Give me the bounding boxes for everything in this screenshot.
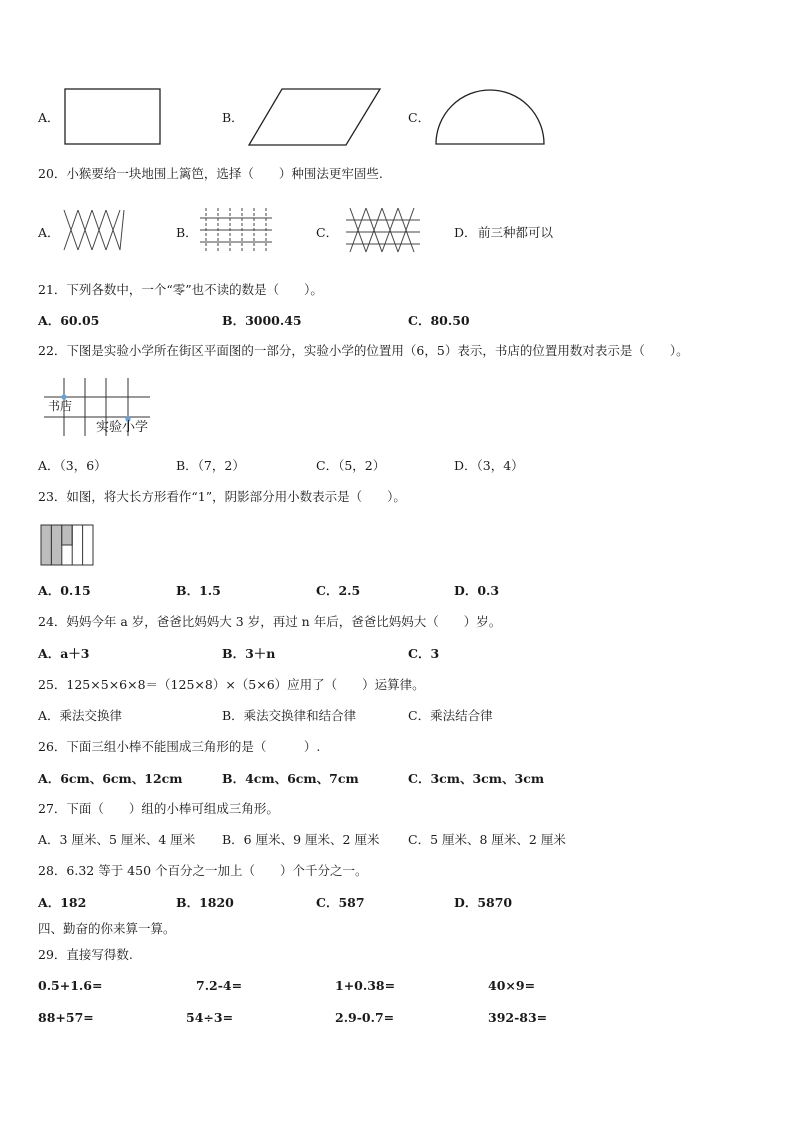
q29-row1-item3: 1+0.38=: [335, 978, 396, 993]
q29-row1-item2: 7.2-4=: [196, 978, 243, 993]
q25-option-c: C．乘法结合律: [408, 708, 493, 723]
q28-stem: 28．6.32 等于 450 个百分之一加上（ ）个千分之一。: [38, 863, 368, 878]
q28-option-b: B．1820: [176, 895, 234, 910]
q26-option-c: C．3cm、3cm、3cm: [408, 771, 545, 786]
q26-option-a: A．6cm、6cm、12cm: [38, 771, 183, 786]
q20-mixed-lattice-fence-figure: [346, 208, 420, 254]
q24-option-b: B．3＋n: [222, 646, 276, 661]
q29-row2-item1: 88+57=: [38, 1010, 94, 1025]
q19-option-a-label: A．: [38, 110, 60, 125]
q20-square-grid-fence-figure: [200, 208, 272, 254]
q23-option-d: D．0.3: [454, 583, 500, 598]
q19-option-b-label: B．: [222, 110, 244, 125]
q20-option-b-label: B．: [176, 225, 198, 240]
q19-rectangle-figure: [64, 88, 162, 146]
q26-stem: 26．下面三组小棒不能围成三角形的是（ ）.: [38, 739, 321, 754]
q23-option-c: C．2.5: [316, 583, 361, 598]
q27-option-b: B．6 厘米、9 厘米、2 厘米: [222, 832, 380, 847]
q22-option-d: D．（3，4）: [454, 458, 524, 473]
q29-stem: 29．直接写得数.: [38, 947, 133, 962]
q24-option-c: C．3: [408, 646, 440, 661]
q20-option-a-label: A．: [38, 225, 60, 240]
q23-stem: 23．如图，将大长方形看作“1”，阴影部分用小数表示是（ ）。: [38, 489, 406, 504]
q27-option-c: C．5 厘米、8 厘米、2 厘米: [408, 832, 566, 847]
section-4-heading: 四、勤奋的你来算一算。: [38, 921, 176, 936]
q29-row2-item3: 2.9-0.7=: [335, 1010, 395, 1025]
q27-stem: 27．下面（ ）组的小棒可组成三角形。: [38, 801, 279, 816]
q21-stem: 21．下列各数中，一个“零”也不读的数是（ ）。: [38, 282, 323, 297]
q28-option-a: A．182: [38, 895, 87, 910]
q20-option-d-label: D．: [454, 225, 477, 240]
q19-parallelogram-figure: [248, 88, 382, 148]
q29-row1-item1: 0.5+1.6=: [38, 978, 103, 993]
q29-row2-item4: 392-83=: [488, 1010, 548, 1025]
q21-option-c: C．80.50: [408, 313, 470, 328]
q25-option-a: A．乘法交换律: [38, 708, 123, 723]
q27-option-a: A．3 厘米、5 厘米、4 厘米: [38, 832, 196, 847]
q22-option-c: C．（5，2）: [316, 458, 386, 473]
q28-option-d: D．5870: [454, 895, 513, 910]
q26-option-b: B．4cm、6cm、7cm: [222, 771, 359, 786]
q19-semicircle-figure: [434, 88, 546, 146]
q20-stem: 20．小猴要给一块地围上篱笆，选择（ ）种围法更牢固些.: [38, 166, 383, 181]
q22-option-a: A．（3，6）: [38, 458, 107, 473]
q21-option-a: A．60.05: [38, 313, 100, 328]
q23-shaded-rectangle-figure: [40, 524, 96, 566]
q20-diagonal-lattice-fence-figure: [64, 210, 126, 252]
q28-option-c: C．587: [316, 895, 365, 910]
q22-school-label: 实验小学: [96, 420, 149, 435]
q19-option-c-label: C．: [408, 110, 431, 125]
q29-row1-item4: 40×9=: [488, 978, 536, 993]
q24-option-a: A．a＋3: [38, 646, 90, 661]
q29-row2-item2: 54÷3=: [186, 1010, 234, 1025]
q22-bookstore-label: 书店: [48, 399, 73, 413]
q24-stem: 24．妈妈今年 a 岁，爸爸比妈妈大 3 岁，再过 n 年后，爸爸比妈妈大（ ）岁。: [38, 614, 502, 629]
q20-option-d-text: 前三种都可以: [478, 225, 554, 240]
q25-stem: 25．125×5×6×8＝（125×8）×（5×6）应用了（ ）运算律。: [38, 677, 425, 692]
q23-option-a: A．0.15: [38, 583, 91, 598]
q23-option-b: B．1.5: [176, 583, 221, 598]
q25-option-b: B．乘法交换律和结合律: [222, 708, 357, 723]
q20-option-c-label: C．: [316, 225, 339, 240]
q22-stem: 22．下图是实验小学所在街区平面图的一部分，实验小学的位置用（6，5）表示，书店的位置用数对表示是（ ）。: [38, 343, 689, 358]
q21-option-b: B．3000.45: [222, 313, 302, 328]
q22-option-b: B．（7，2）: [176, 458, 245, 473]
